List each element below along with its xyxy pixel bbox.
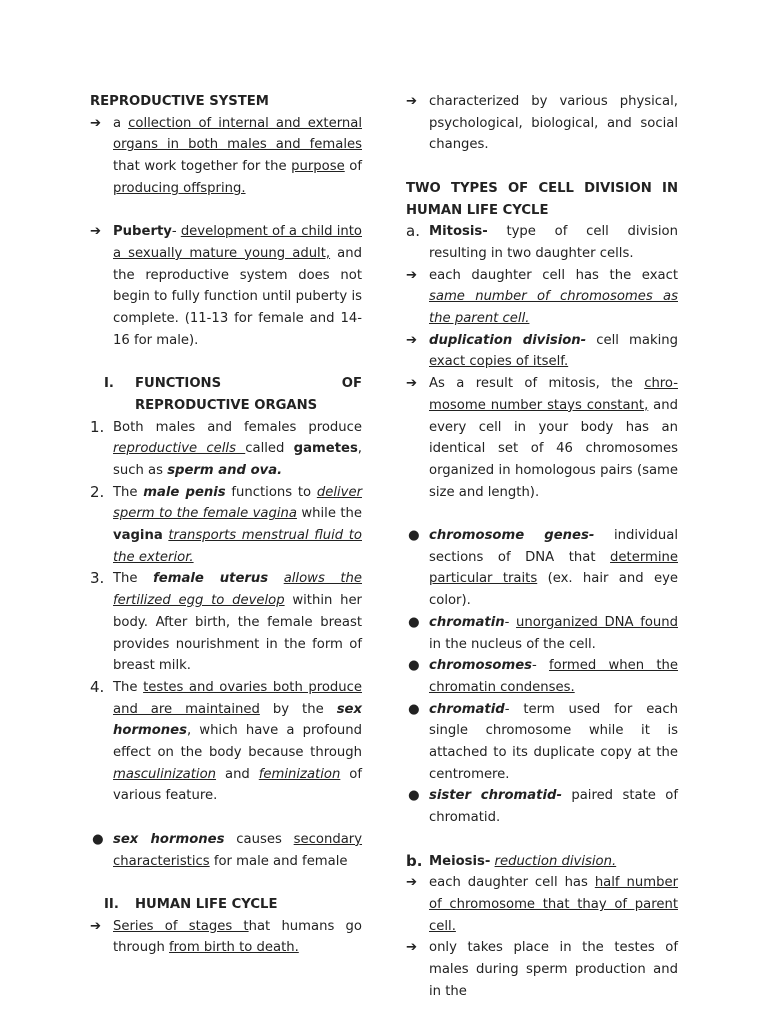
arrow-item-half-number <box>406 872 678 937</box>
term: vagina <box>113 528 163 544</box>
term: female uterus <box>153 571 269 587</box>
bullet-icon: ● <box>408 614 420 630</box>
bullet-item-chromosomes <box>406 655 678 698</box>
text: for male and female <box>209 853 348 869</box>
item-number: 3. <box>90 569 105 588</box>
text: - <box>504 614 517 630</box>
heading-text: HUMAN LIFE CYCLE <box>135 896 278 912</box>
text: of various feature. <box>113 766 362 804</box>
lettered-item-meiosis <box>406 851 678 873</box>
text: - <box>171 224 181 240</box>
bullet-item-chromatin <box>406 612 678 655</box>
text: and every cell in your body has an identical set of 46 chromosomes organized in homologous pairs (same size and length). <box>429 397 678 500</box>
arrow-item-puberty <box>90 221 362 351</box>
underlined-text: testes and ovaries both produce and are maintained <box>113 679 362 717</box>
arrow-icon: ➔ <box>90 224 102 240</box>
arrow-icon: ➔ <box>406 332 418 348</box>
text: Both males and females produce <box>113 419 362 435</box>
arrow-item-daughter-cell <box>406 265 678 330</box>
underlined-text: determine particular traits <box>429 549 678 587</box>
numbered-item-2 <box>90 482 362 569</box>
text: each daughter cell has <box>429 875 595 891</box>
bullet-item-genes <box>406 525 678 612</box>
text <box>268 571 284 586</box>
text: hat humans go through <box>113 918 362 956</box>
text: cell making <box>586 332 678 348</box>
text: type of cell division resulting in two daughter cells. <box>429 224 678 261</box>
arrow-item-testes <box>406 937 678 1002</box>
underlined-text: reduction division. <box>494 853 617 869</box>
item-number: 4. <box>90 677 105 696</box>
underlined-text: from birth to death. <box>169 940 299 956</box>
underlined-text: feminization <box>258 766 341 782</box>
term: sister chromatid- <box>429 788 562 804</box>
arrow-item-duplication <box>406 330 678 373</box>
section-title-cell-division: TWO TYPES OF CELL DIVISION IN HUMAN LIFE CYCLE <box>406 180 678 218</box>
arrow-icon: ➔ <box>406 875 418 891</box>
bullet-item-sister-chromatid <box>406 785 678 828</box>
text: by the <box>259 701 337 717</box>
section-heading-life-cycle <box>90 894 362 916</box>
numbered-item-3 <box>90 568 362 677</box>
term: sperm and ova. <box>167 462 283 478</box>
underlined-text: secondary characteristics <box>113 831 363 869</box>
item-number: 2. <box>90 482 105 501</box>
term: sex hormones <box>113 701 362 739</box>
underlined-text: allows the fertilized egg to develop <box>113 571 362 609</box>
term: male penis <box>143 484 226 500</box>
text: of <box>344 159 363 175</box>
underlined-text: collection of internal and external organs in both males and females <box>113 115 362 153</box>
text: and the reproductive system does not begin to fully function until puberty is complete. (11-13 for female and 14-16 for male). <box>113 245 362 348</box>
term: sex hormones <box>113 831 225 847</box>
section-heading-functions <box>90 373 362 416</box>
arrow-icon: ➔ <box>90 918 102 934</box>
underlined-text: same number of chromosomes as the parent cell. <box>429 289 678 327</box>
numbered-item-4 <box>90 677 362 807</box>
item-number: 1. <box>90 417 105 436</box>
underlined-text: transports menstrual fluid to the exterior. <box>113 528 362 565</box>
bullet-icon: ● <box>408 528 420 544</box>
underlined-text: producing offspring. <box>113 180 246 196</box>
term: chromatin <box>429 614 505 630</box>
text: that work together for the <box>113 159 292 175</box>
underlined-text: deliver sperm to the female vagina <box>113 484 362 522</box>
bullet-icon: ● <box>92 831 104 847</box>
arrow-icon: ➔ <box>90 115 102 131</box>
underlined-text: purpose <box>291 159 345 175</box>
left-column <box>90 91 362 959</box>
underlined-text: half number of chromosome that thay of parent cell. <box>429 875 678 934</box>
underlined-text: Series of stages t <box>113 918 249 934</box>
item-letter: a. <box>406 222 420 241</box>
arrow-item-characterized <box>406 91 678 156</box>
text: paired state of chromatid. <box>429 788 678 826</box>
bullet-item-chromatid <box>406 699 678 786</box>
text: The <box>113 571 154 587</box>
underlined-text: masculinization <box>113 766 217 782</box>
arrow-icon: ➔ <box>406 376 418 392</box>
term: gametes <box>293 441 358 457</box>
numbered-item-1 <box>90 417 362 482</box>
text: , such as <box>113 441 362 478</box>
text: The <box>113 679 144 695</box>
text: As a result of mitosis, the <box>429 376 645 392</box>
term: Mitosis- <box>429 224 488 240</box>
text: while the <box>296 506 362 522</box>
arrow-icon: ➔ <box>406 267 418 283</box>
text: - term used for each single chromosome while it is attached to its duplicate copy at the centromere. <box>429 701 678 782</box>
lettered-item-mitosis <box>406 221 678 264</box>
text: within her body. After birth, the female breast provides nourishment in the form of breast milk. <box>113 593 362 674</box>
underlined-text: unorganized DNA found <box>516 614 679 630</box>
bullet-icon: ● <box>408 701 420 717</box>
text: causes <box>224 831 294 847</box>
item-letter: b. <box>406 851 423 870</box>
text: and <box>216 766 259 782</box>
term: Puberty <box>113 224 172 240</box>
text: in the nucleus of the cell. <box>429 636 596 652</box>
text: individual sections of DNA that <box>429 528 678 565</box>
text: each daughter cell has the exact <box>429 267 678 283</box>
arrow-icon: ➔ <box>406 940 418 956</box>
roman-numeral: II. <box>104 896 119 912</box>
arrow-icon: ➔ <box>406 94 418 109</box>
bullet-icon: ● <box>408 788 420 804</box>
underlined-text: chro- mosome number stays constant, <box>429 376 678 413</box>
term: Meiosis- <box>429 853 491 869</box>
underlined-text: exact copies of itself. <box>429 354 569 370</box>
bullet-item-sex-hormones <box>90 829 362 872</box>
text: - <box>532 658 550 674</box>
heading-text: FUNCTIONS OF REPRODUCTIVE ORGANS <box>135 376 362 413</box>
arrow-item-result-mitosis <box>406 373 678 503</box>
underlined-text: development of a child into a sexually mature young adult, <box>113 224 362 261</box>
roman-numeral: I. <box>104 376 114 392</box>
term: chromatid <box>429 701 505 717</box>
bullet-icon: ● <box>408 658 420 674</box>
term: duplication division- <box>429 332 587 348</box>
text: a <box>113 115 129 131</box>
arrow-item-life-cycle <box>90 916 362 959</box>
text: functions to <box>225 484 317 500</box>
underlined-text: reproductive cells <box>113 441 246 457</box>
arrow-item-definition <box>90 113 362 200</box>
text: , which have a profound effect on the body because through <box>113 723 362 761</box>
term: chromosomes <box>429 658 533 674</box>
section-title-reproductive-system: REPRODUCTIVE SYSTEM <box>90 94 269 109</box>
text: The <box>113 484 144 500</box>
underlined-text: formed when the chromatin condenses. <box>429 658 679 695</box>
text: (ex. hair and eye color). <box>429 571 678 609</box>
text: characterized by various physical, psychological, biological, and social changes. <box>429 94 678 153</box>
text: called <box>245 441 294 457</box>
text: only takes place in the testes of males during sperm production and in the <box>429 940 678 999</box>
term: chromosome genes- <box>429 528 595 544</box>
right-column <box>406 91 678 1002</box>
